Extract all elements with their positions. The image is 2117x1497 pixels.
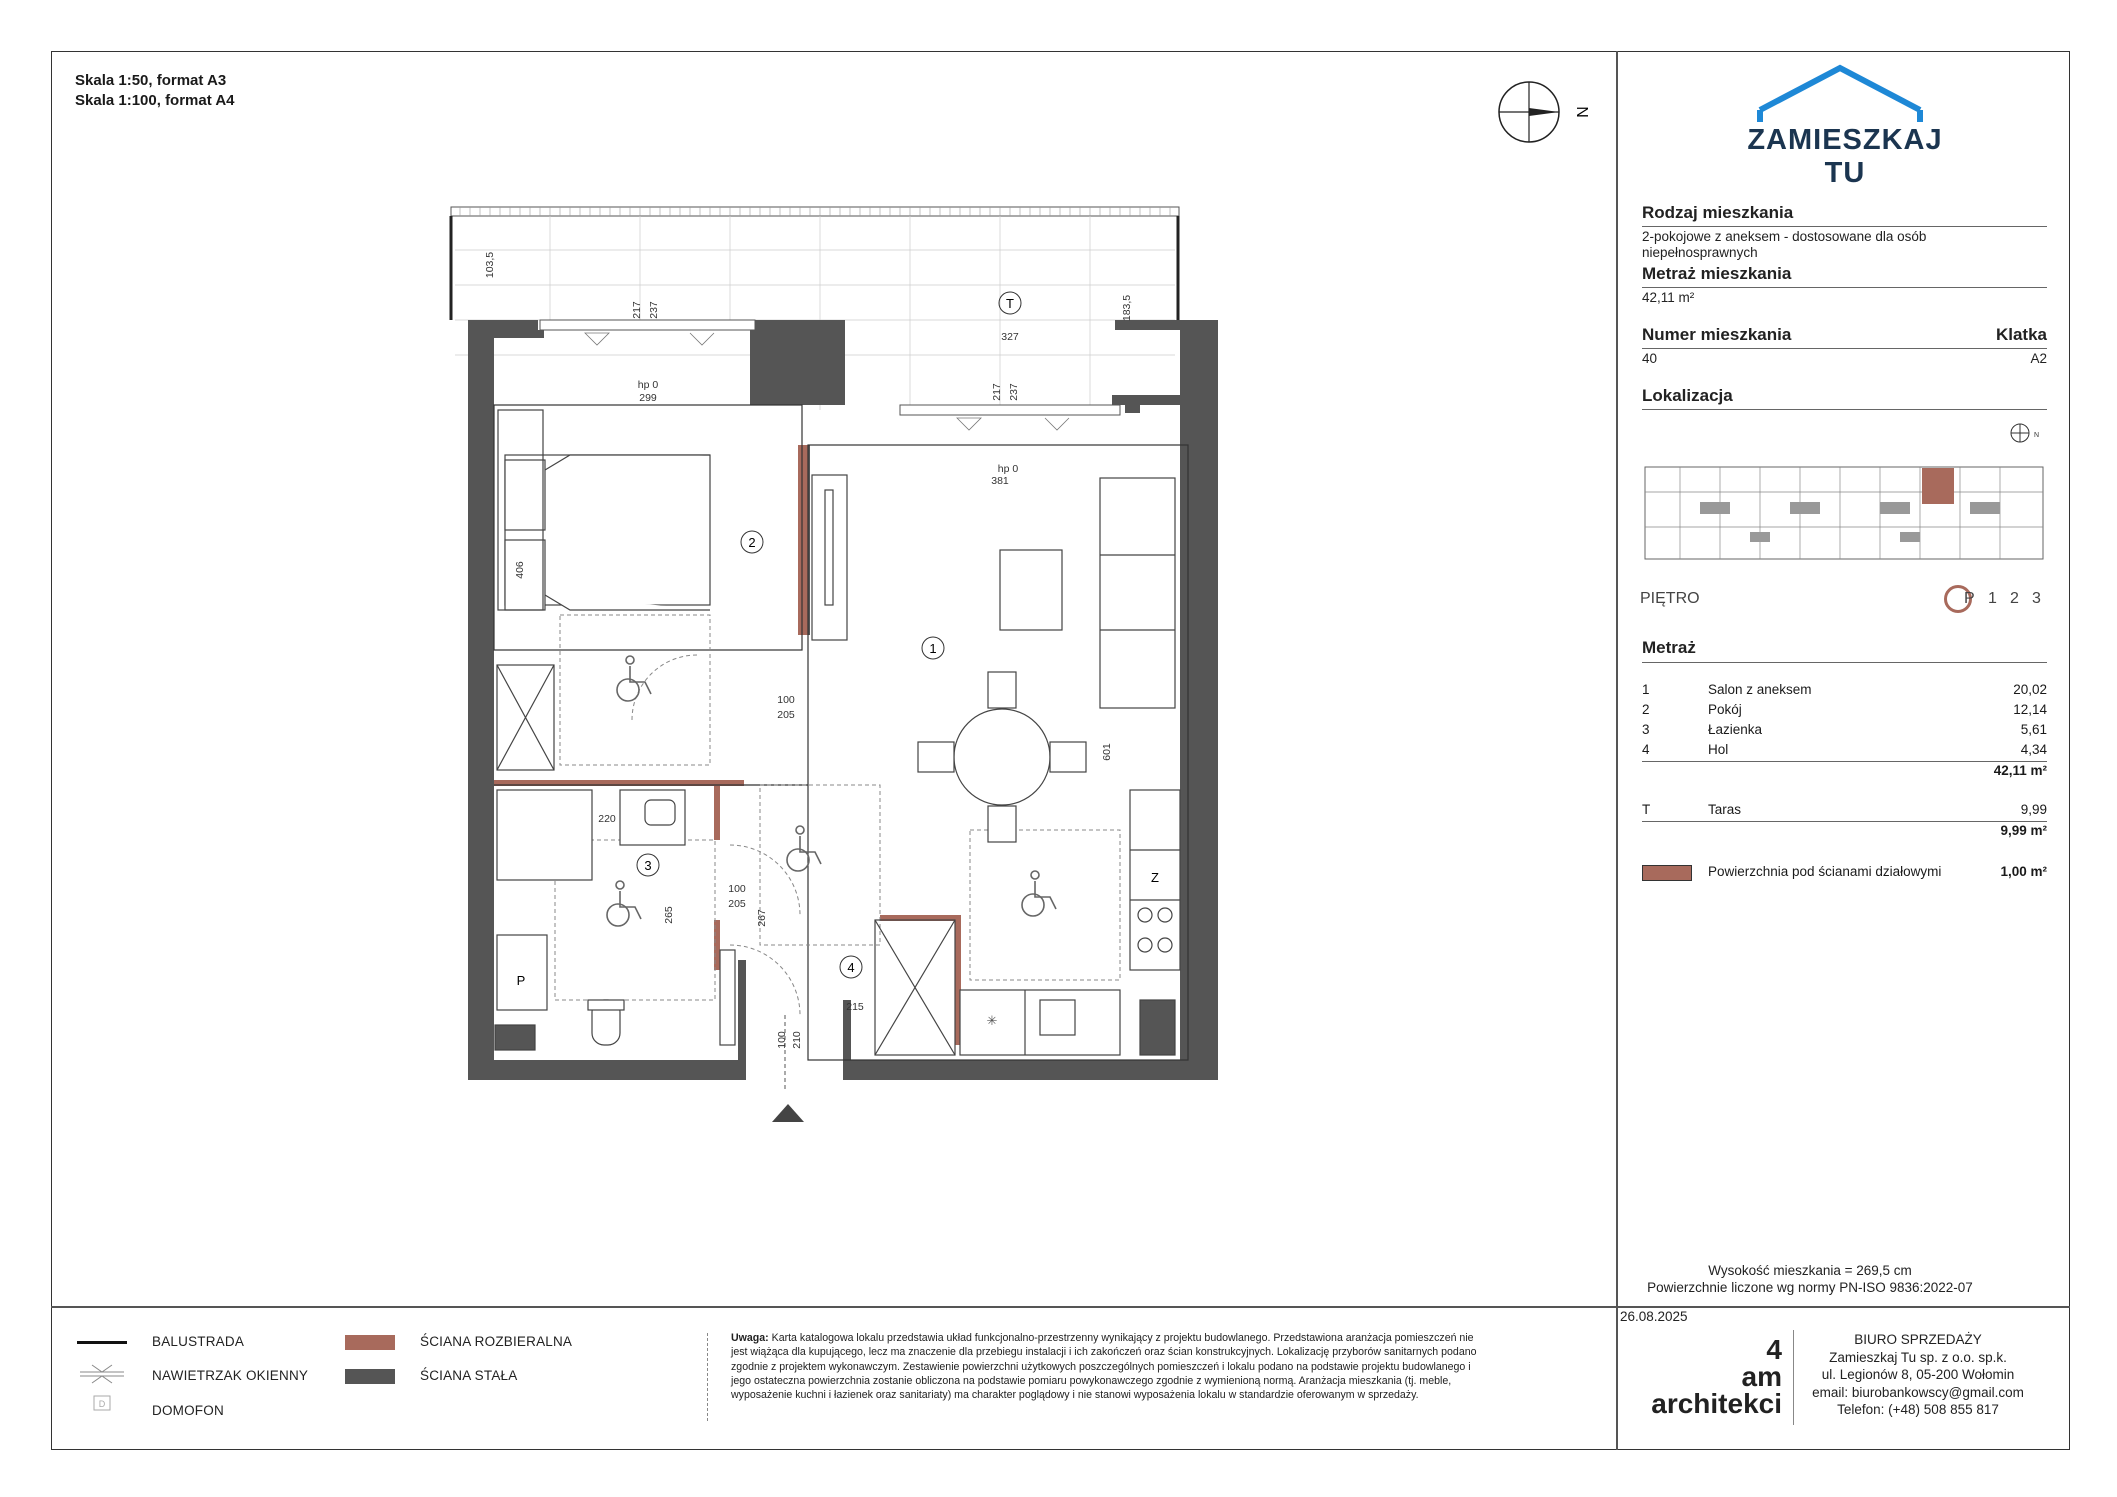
hp0-b: hp 0	[997, 463, 1019, 475]
terrace-row	[1642, 802, 2047, 822]
sales-address: ul. Legionów 8, 05-200 Wołomin	[1821, 1367, 2015, 1382]
location-site-plan	[1640, 462, 2050, 564]
dim-601: 601	[1101, 743, 1113, 761]
room-row-no: 4	[1642, 742, 1650, 757]
footer-divider	[51, 1306, 2070, 1308]
location-highlight	[1922, 468, 1954, 504]
dim-237b: 237	[1008, 383, 1020, 401]
terrace-total-row	[1642, 823, 2047, 843]
area-label: Metraż mieszkania	[1642, 264, 1792, 283]
legend-nawietrzak: NAWIETRZAK OKIENNY	[152, 1368, 309, 1383]
number-value: 40	[1642, 351, 1658, 366]
dim-299: 299	[639, 392, 657, 404]
walls-area: 1,00 m²	[2000, 864, 2047, 879]
sidebar-divider	[1616, 51, 1618, 1306]
dim-183-5: 183,5	[1121, 294, 1133, 322]
compass-icon	[1485, 72, 1595, 157]
legend-stala-swatch	[345, 1369, 395, 1384]
legend-balustrada-line	[77, 1341, 127, 1344]
intercom-icon	[90, 1394, 114, 1414]
legend-sciana-rozbieralna: ŚCIANA ROZBIERALNA	[420, 1334, 573, 1349]
dim-205b: 205	[728, 898, 746, 910]
room-row	[1642, 702, 2047, 722]
terrace-area: 9,99	[2020, 802, 2047, 817]
sales-company: Zamieszkaj Tu sp. z o.o. sp.k.	[1829, 1349, 2007, 1365]
floor-1[interactable]: 1	[1988, 590, 1997, 607]
walls-name: Powierzchnia pod ścianami działowymi	[1708, 864, 1942, 879]
svg-text:✳: ✳	[986, 1013, 998, 1028]
dim-205a: 205	[777, 709, 795, 721]
rooms-total-rule	[1642, 761, 2047, 762]
scale-a4: Skala 1:100, format A4	[75, 92, 235, 109]
sales-office	[1783, 1331, 2053, 1419]
scale-a3: Skala 1:50, format A3	[75, 72, 227, 89]
entry-arrow	[772, 1104, 804, 1122]
room-3-label: 3	[644, 858, 652, 873]
dim-327: 327	[1001, 331, 1019, 343]
sales-phone[interactable]: Telefon: (+48) 508 855 817	[1837, 1402, 1999, 1417]
room-2-label: 2	[748, 535, 756, 550]
room-row-name: Pokój	[1708, 702, 1742, 717]
room-row-no: 3	[1642, 722, 1650, 737]
disclaimer-text: Karta katalogowa lokalu przedstawia układ funkcjonalno-przestrzenny wynikający z projektu budowlanego. Przedstawiona aranżacja pomieszczeń nie jest wiążąca dla kupującego, lecz ma znaczenie dla przebiegu instalacji i ich zakończeń oraz ścian konstrukcyjnych. Lokalizację przyborów sanitarnych podano zgodnie z projektem wykonawczym. Zestawienie powierzchni użytkowych poszczególnych pomieszczeń i lokalu podano na podstawie projektu budowlanego i jego ostateczna powierzchnia zostanie obliczona na podstawie pomiaru powykonawczego zgodnie z wymienioną normą. Aranżacja mieszkania (tj. meble, wyposażenie kuchni i łazienek oraz sanitariaty) ma charakter poglądowy i nie stanowi wyposażenia lokalu w standardzie oferowanym w sprzedaży.	[731, 1332, 1477, 1402]
dim-217a: 217	[631, 301, 643, 319]
room-row	[1642, 722, 2047, 742]
disclaimer-note	[731, 1331, 1491, 1402]
footer-dashed-separator	[707, 1333, 708, 1421]
area-norm: Powierzchnie liczone wg normy PN-ISO 9836:2022-07	[1647, 1280, 1973, 1295]
type-label: Rodzaj mieszkania	[1642, 203, 1794, 222]
stair-value: A2	[2030, 351, 2047, 366]
date: 26.08.2025	[1620, 1309, 1688, 1324]
dim-210: 210	[791, 1031, 803, 1049]
rooms-rule	[1642, 662, 2047, 663]
hp0-a: hp 0	[637, 379, 659, 391]
architect-logo-am: am	[1741, 1361, 1782, 1392]
floor-plan	[440, 195, 1230, 1130]
legend-domofon: DOMOFON	[152, 1403, 224, 1418]
location-compass-icon	[2008, 420, 2038, 446]
number-rule	[1642, 348, 2047, 349]
terrace-total: 9,99 m²	[2000, 823, 2047, 838]
sales-title: BIURO SPRZEDAŻY	[1854, 1332, 1982, 1347]
terrace-total-rule	[1642, 821, 2047, 822]
dim-100b: 100	[728, 883, 746, 895]
rooms-label: Metraż	[1642, 638, 1696, 657]
room-row	[1642, 742, 2047, 762]
room-row-area: 20,02	[2013, 682, 2047, 697]
footer-right-divider	[1616, 1306, 1618, 1450]
rooms-total: 42,11 m²	[1993, 763, 2047, 778]
washer-label: P	[516, 973, 526, 988]
dim-265: 265	[663, 906, 675, 924]
rooms-total-row	[1642, 763, 2047, 783]
legend-rozbieralna-swatch	[345, 1335, 395, 1350]
stair-label: Klatka	[1995, 325, 2047, 344]
room-row-name: Hol	[1708, 742, 1729, 757]
room-row-area: 4,34	[2020, 742, 2047, 757]
floor-3[interactable]: 3	[2032, 590, 2041, 607]
room-4-label: 4	[847, 960, 855, 975]
floor-2[interactable]: 2	[2010, 590, 2019, 607]
area-value: 42,11 m²	[1642, 290, 1695, 305]
sales-email[interactable]: email: biurobankowscy@gmail.com	[1812, 1384, 2024, 1400]
legend-balustrada: BALUSTRADA	[152, 1334, 245, 1349]
dim-103-5: 103,5	[484, 251, 496, 279]
area-rule	[1642, 287, 2047, 288]
dim-100a: 100	[777, 694, 795, 706]
terrace-name: Taras	[1708, 802, 1742, 817]
dim-267: 267	[756, 909, 768, 927]
location-label: Lokalizacja	[1642, 386, 1733, 405]
terrace-label: T	[1006, 296, 1014, 311]
room-row-area: 5,61	[2020, 722, 2047, 737]
room-row-no: 2	[1642, 702, 1650, 717]
number-label: Numer mieszkania	[1642, 325, 1792, 344]
dim-381: 381	[991, 475, 1009, 487]
architect-logo-architekci: architekci	[1651, 1388, 1782, 1419]
dim-220: 220	[598, 813, 616, 825]
dim-217b: 217	[991, 383, 1003, 401]
window-vent-icon	[80, 1362, 124, 1388]
architect-logo	[1640, 1336, 1782, 1417]
apartment-height: Wysokość mieszkania = 269,5 cm	[1708, 1263, 1912, 1278]
floor-label: PIĘTRO	[1640, 590, 1700, 607]
room-row-name: Łazienka	[1708, 722, 1763, 737]
type-rule	[1642, 226, 2047, 227]
location-rule	[1642, 409, 2047, 410]
dim-215: 215	[846, 1001, 864, 1013]
room-row-no: 1	[1642, 682, 1650, 697]
compass-north-label: N	[1573, 106, 1590, 118]
floor-p[interactable]: P	[1964, 590, 1975, 607]
room-row-name: Salon z aneksem	[1708, 682, 1812, 697]
architect-logo-4: 4	[1766, 1334, 1782, 1365]
dim-406: 406	[514, 561, 526, 579]
disclaimer-label: Uwaga:	[731, 1332, 769, 1344]
svg-text:D: D	[98, 1399, 106, 1409]
walls-row	[1642, 864, 2047, 884]
dim-237a: 237	[648, 301, 660, 319]
room-row-area: 12,14	[2013, 702, 2047, 717]
svg-text:N: N	[2034, 432, 2040, 439]
room-row	[1642, 682, 2047, 702]
room-1-label: 1	[929, 641, 937, 656]
brand-name: ZAMIESZKAJ TU	[1747, 124, 1943, 189]
fridge-label: Z	[1151, 870, 1159, 885]
dim-100c: 100	[776, 1031, 788, 1049]
legend-sciana-stala: ŚCIANA STAŁA	[420, 1368, 518, 1383]
type-value: 2-pokojowe z aneksem - dostosowane dla osób niepełnosprawnych	[1642, 229, 1927, 260]
terrace-no: T	[1642, 802, 1651, 817]
